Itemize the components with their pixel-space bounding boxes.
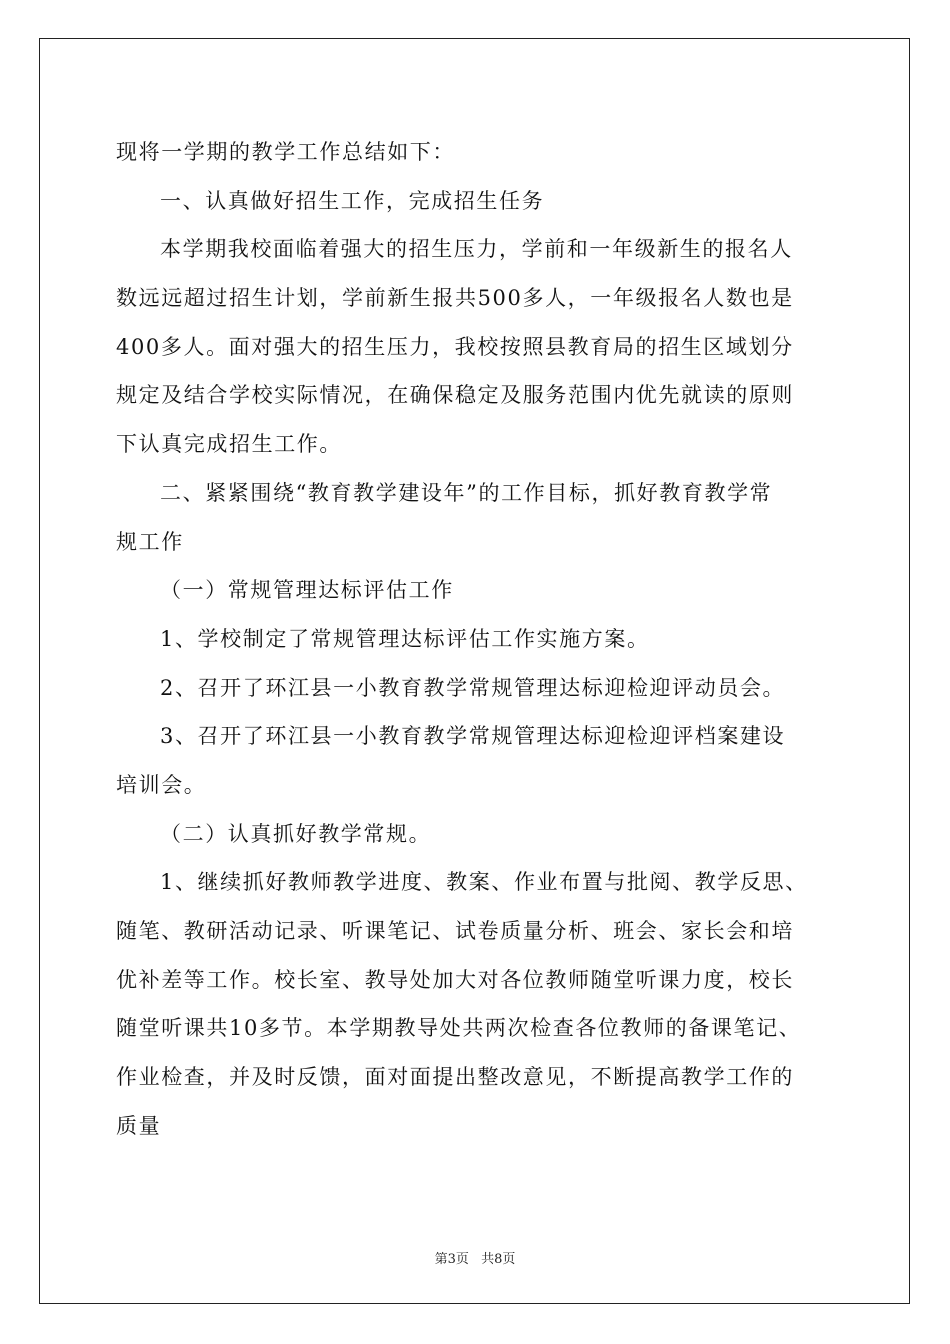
text-line: 随笔、教研活动记录、听课笔记、试卷质量分析、班会、家长会和培	[116, 919, 794, 943]
text-line: 质量	[116, 1113, 162, 1138]
text-line: 培训会。	[116, 772, 207, 797]
text-line: 作业检查，并及时反馈，面对面提出整改意见，不断提高教学工作的	[116, 1065, 794, 1090]
text-line: 规工作	[116, 529, 184, 554]
subsection-heading: （一）常规管理达标评估工作	[160, 578, 454, 603]
subsection-heading: （二）认真抓好教学常规。	[160, 821, 432, 846]
text-line: 现将一学期的教学工作总结如下：	[116, 140, 455, 164]
document-body	[116, 128, 836, 1150]
text-line: 400多人。面对强大的招生压力，我校按照县教育局的招生区域划分	[116, 334, 794, 359]
text-line: 下认真完成招生工作。	[116, 432, 342, 457]
list-item: 3、召开了环江县一小教育教学常规管理达标迎检迎评档案建设	[160, 724, 786, 749]
section-heading: 二、紧紧围绕“教育教学建设年”的工作目标，抓好教育教学常	[160, 480, 773, 505]
text-line: 随堂听课共10多节。本学期教导处共两次检查各位教师的备课笔记、	[116, 1016, 802, 1041]
section-heading: 一、认真做好招生工作，完成招生任务	[160, 188, 545, 213]
list-item: 2、召开了环江县一小教育教学常规管理达标迎检迎评动员会。	[160, 675, 786, 700]
page-total: 共8页	[481, 1252, 516, 1267]
text-line: 本学期我校面临着强大的招生压力，学前和一年级新生的报名人	[160, 237, 793, 262]
text-line: 数远远超过招生计划，学前新生报共500多人，一年级报名人数也是	[116, 286, 794, 311]
text-line: 规定及结合学校实际情况，在确保稳定及服务范围内优先就读的原则	[116, 383, 794, 408]
page-number: 第3页	[434, 1252, 469, 1267]
page-footer	[0, 1248, 950, 1267]
list-item: 1、继续抓好教师教学进度、教案、作业布置与批阅、教学反思、	[160, 870, 808, 895]
text-line: 优补差等工作。校长室、教导处加大对各位教师随堂听课力度，校长	[116, 967, 794, 992]
list-item: 1、学校制定了常规管理达标评估工作实施方案。	[160, 626, 650, 651]
